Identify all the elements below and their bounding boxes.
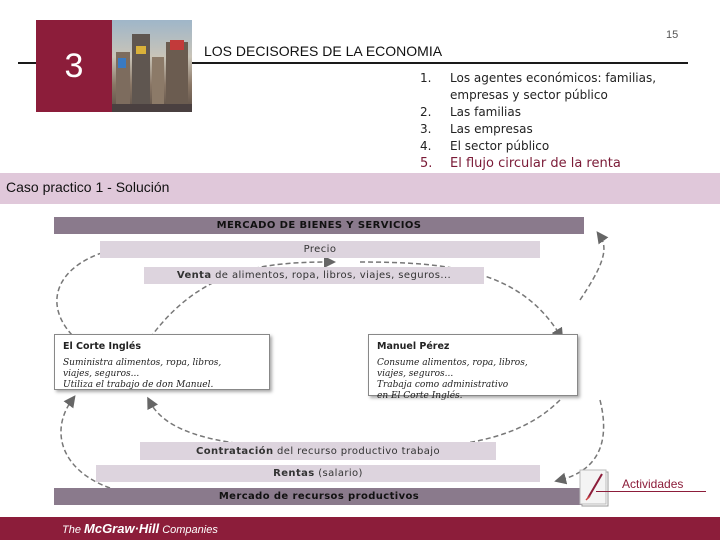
- hiring-bar: Contratación del recurso productivo trabajo: [140, 442, 496, 460]
- household-box: Manuel Pérez Consume alimentos, ropa, libros, viajes, seguros... Trabaja como administrativo en El Corte Inglés.: [368, 334, 578, 396]
- toc-item-active[interactable]: 5. El flujo circular de la renta: [420, 156, 621, 171]
- page-title: LOS DECISORES DE LA ECONOMIA: [204, 43, 443, 59]
- publisher-logo: The McGraw·Hill Companies: [62, 521, 218, 536]
- activities-icon[interactable]: [578, 468, 614, 510]
- flow-arrow-outer-left: [57, 248, 120, 335]
- chapter-number: 3: [64, 46, 84, 85]
- sale-bar: Venta de alimentos, ropa, libros, viajes, seguros...: [144, 267, 484, 284]
- flow-arrow-outer-right: [580, 236, 604, 300]
- toc-item[interactable]: 2. Las familias: [420, 105, 521, 119]
- market-resources-bar: Mercado de recursos productivos: [54, 488, 584, 505]
- case-title: Caso practico 1 - Solución: [6, 179, 170, 195]
- rents-bar: Rentas (salario): [96, 465, 540, 482]
- toc-item[interactable]: 1. Los agentes económicos: familias, empresas y sector público: [420, 71, 657, 102]
- footer-bar: [0, 517, 720, 540]
- activities-link[interactable]: Actividades: [622, 477, 684, 491]
- household-name: Manuel Pérez: [377, 341, 450, 352]
- market-goods-bar: MERCADO DE BIENES Y SERVICIOS: [54, 217, 584, 234]
- price-bar: Precio: [100, 241, 540, 258]
- company-box: El Corte Inglés Suministra alimentos, ropa, libros, viajes, seguros... Utiliza el trabajo de don Manuel.: [54, 334, 270, 390]
- toc-item[interactable]: 4. El sector público: [420, 139, 550, 153]
- company-name: El Corte Inglés: [63, 341, 141, 352]
- activities-underline: [596, 491, 706, 492]
- toc-item[interactable]: 3. Las empresas: [420, 122, 533, 136]
- page-number: 15: [666, 29, 679, 41]
